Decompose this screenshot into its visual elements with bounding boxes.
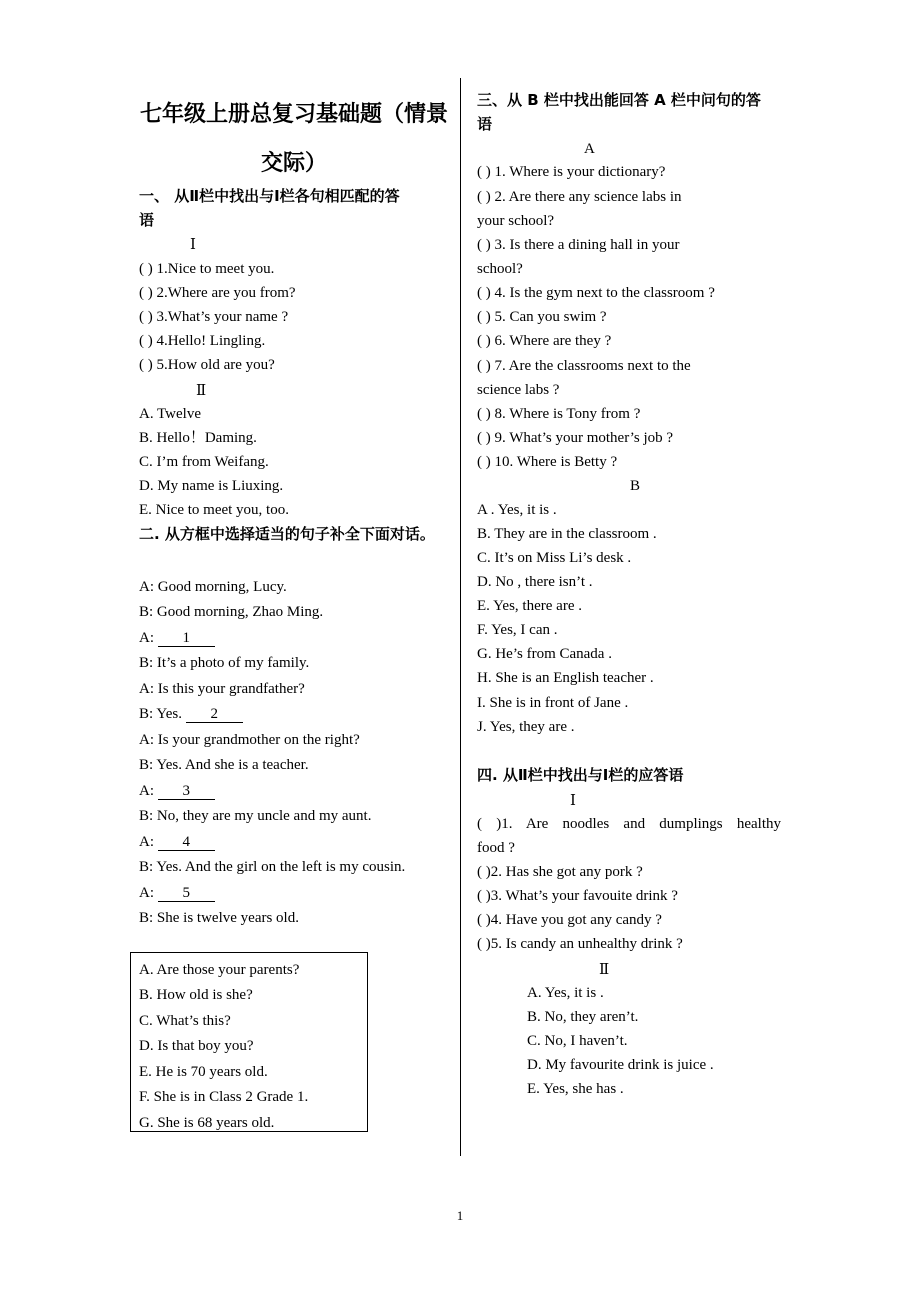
answer-option: C. I’m from Weifang. bbox=[139, 454, 269, 470]
answer-option: F. Yes, I can . bbox=[477, 622, 558, 638]
question-item: ( ) 7. Are the classrooms next to the bbox=[477, 358, 691, 374]
answer-option: G. He’s from Canada . bbox=[477, 646, 612, 662]
question-item: ( )5. Is candy an unhealthy drink ? bbox=[477, 936, 683, 952]
dialogue-line: B: Yes. 2 bbox=[139, 704, 243, 724]
question-item: ( ) 4.Hello! Lingling. bbox=[139, 333, 266, 349]
question-item: ( )4. Have you got any candy ? bbox=[477, 912, 662, 928]
section-1-heading-cont: 语 bbox=[139, 211, 155, 229]
question-item: ( ) 1.Nice to meet you. bbox=[139, 261, 275, 277]
box-option: A. Are those your parents? bbox=[139, 962, 300, 978]
answer-option: E. Yes, she has . bbox=[527, 1081, 624, 1097]
column-label-2: Ⅱ bbox=[599, 962, 610, 978]
box-option: F. She is in Class 2 Grade 1. bbox=[139, 1089, 309, 1105]
section-1-heading: 一、 从Ⅱ栏中找出与Ⅰ栏各句相匹配的答 bbox=[139, 187, 400, 205]
answer-option: J. Yes, they are . bbox=[477, 719, 575, 735]
question-item-cont: science labs ? bbox=[477, 382, 560, 398]
box-option: E. He is 70 years old. bbox=[139, 1064, 268, 1080]
answer-option: B. They are in the classroom . bbox=[477, 526, 657, 542]
dialogue-line: A: Is this your grandfather? bbox=[139, 681, 305, 697]
answer-option: D. My name is Liuxing. bbox=[139, 478, 284, 494]
column-divider bbox=[460, 78, 461, 1156]
answer-option: C. No, I haven’t. bbox=[527, 1033, 628, 1049]
blank-3: 3 bbox=[158, 783, 215, 800]
question-item-cont: food ? bbox=[477, 840, 515, 856]
box-option: G. She is 68 years old. bbox=[139, 1115, 275, 1131]
question-item: ( ) 6. Where are they ? bbox=[477, 333, 612, 349]
section-2-heading: 二. 从方框中选择适当的句子补全下面对话。 bbox=[139, 525, 435, 543]
question-item: ( ) 10. Where is Betty ? bbox=[477, 454, 618, 470]
section-4-heading: 四. 从Ⅱ栏中找出与Ⅰ栏的应答语 bbox=[477, 766, 684, 784]
column-label-1: Ⅰ bbox=[570, 793, 576, 809]
question-item: ( ) 2.Where are you from? bbox=[139, 285, 296, 301]
column-label-a: A bbox=[584, 141, 595, 157]
section-3-heading: 三、从 B 栏中找出能回答 A 栏中问句的答 bbox=[477, 91, 761, 109]
answer-option: C. It’s on Miss Li’s desk . bbox=[477, 550, 632, 566]
column-label-1: Ⅰ bbox=[190, 237, 196, 253]
question-item: ( )3. What’s your favouite drink ? bbox=[477, 888, 678, 904]
answer-option: A . Yes, it is . bbox=[477, 502, 557, 518]
dialogue-line: A: 1 bbox=[139, 628, 215, 648]
question-item: ( )2. Has she got any pork ? bbox=[477, 864, 643, 880]
dialogue-line: A: 5 bbox=[139, 883, 215, 903]
question-item: ( ) 4. Is the gym next to the classroom ? bbox=[477, 285, 715, 301]
question-item: ( ) 2. Are there any science labs in bbox=[477, 189, 682, 205]
dialogue-line: A: Is your grandmother on the right? bbox=[139, 732, 360, 748]
answer-option: E. Nice to meet you, too. bbox=[139, 502, 289, 518]
section-3-heading-cont: 语 bbox=[477, 115, 493, 133]
question-item-cont: school? bbox=[477, 261, 523, 277]
dialogue-line: A: Good morning, Lucy. bbox=[139, 579, 287, 595]
page-title-line-2: 交际） bbox=[260, 151, 327, 176]
question-item: ( ) 5.How old are you? bbox=[139, 357, 275, 373]
box-option: B. How old is she? bbox=[139, 987, 253, 1003]
page-number: 1 bbox=[456, 1208, 464, 1223]
answer-option: D. My favourite drink is juice . bbox=[527, 1057, 714, 1073]
question-item: ( ) 3. Is there a dining hall in your bbox=[477, 237, 680, 253]
question-item: ( ) 8. Where is Tony from ? bbox=[477, 406, 641, 422]
dialogue-line: B: Good morning, Zhao Ming. bbox=[139, 604, 324, 620]
dialogue-line: B: Yes. And the girl on the left is my cousin. bbox=[139, 859, 406, 875]
blank-1: 1 bbox=[158, 630, 215, 647]
dialogue-line: B: It’s a photo of my family. bbox=[139, 655, 310, 671]
dialogue-line: B: She is twelve years old. bbox=[139, 910, 299, 926]
answer-option: A. Yes, it is . bbox=[527, 985, 604, 1001]
answer-option: B. No, they aren’t. bbox=[527, 1009, 639, 1025]
dialogue-line: A: 3 bbox=[139, 781, 215, 801]
answer-option: D. No , there isn’t . bbox=[477, 574, 593, 590]
answer-option: E. Yes, there are . bbox=[477, 598, 582, 614]
page-title-line-1: 七年级上册总复习基础题（情景 bbox=[139, 102, 448, 127]
answer-option: I. She is in front of Jane . bbox=[477, 695, 629, 711]
box-option: C. What’s this? bbox=[139, 1013, 231, 1029]
box-option: D. Is that boy you? bbox=[139, 1038, 254, 1054]
question-item: ( ) 5. Can you swim ? bbox=[477, 309, 607, 325]
answer-option: B. Hello！Daming. bbox=[139, 430, 257, 446]
blank-4: 4 bbox=[158, 834, 215, 851]
answer-option: A. Twelve bbox=[139, 406, 201, 422]
dialogue-line: A: 4 bbox=[139, 832, 215, 852]
question-item-cont: your school? bbox=[477, 213, 555, 229]
question-item: ( ) 9. What’s your mother’s job ? bbox=[477, 430, 674, 446]
column-label-b: B bbox=[630, 478, 641, 494]
question-item: ( )1. Are noodles and dumplings healthy bbox=[477, 816, 781, 832]
dialogue-line: B: No, they are my uncle and my aunt. bbox=[139, 808, 372, 824]
question-item: ( ) 1. Where is your dictionary? bbox=[477, 164, 666, 180]
answer-option: H. She is an English teacher . bbox=[477, 670, 654, 686]
column-label-2: Ⅱ bbox=[196, 383, 207, 399]
dialogue-line: B: Yes. And she is a teacher. bbox=[139, 757, 309, 773]
blank-2: 2 bbox=[186, 706, 243, 723]
question-item: ( ) 3.What’s your name ? bbox=[139, 309, 289, 325]
blank-5: 5 bbox=[158, 885, 215, 902]
